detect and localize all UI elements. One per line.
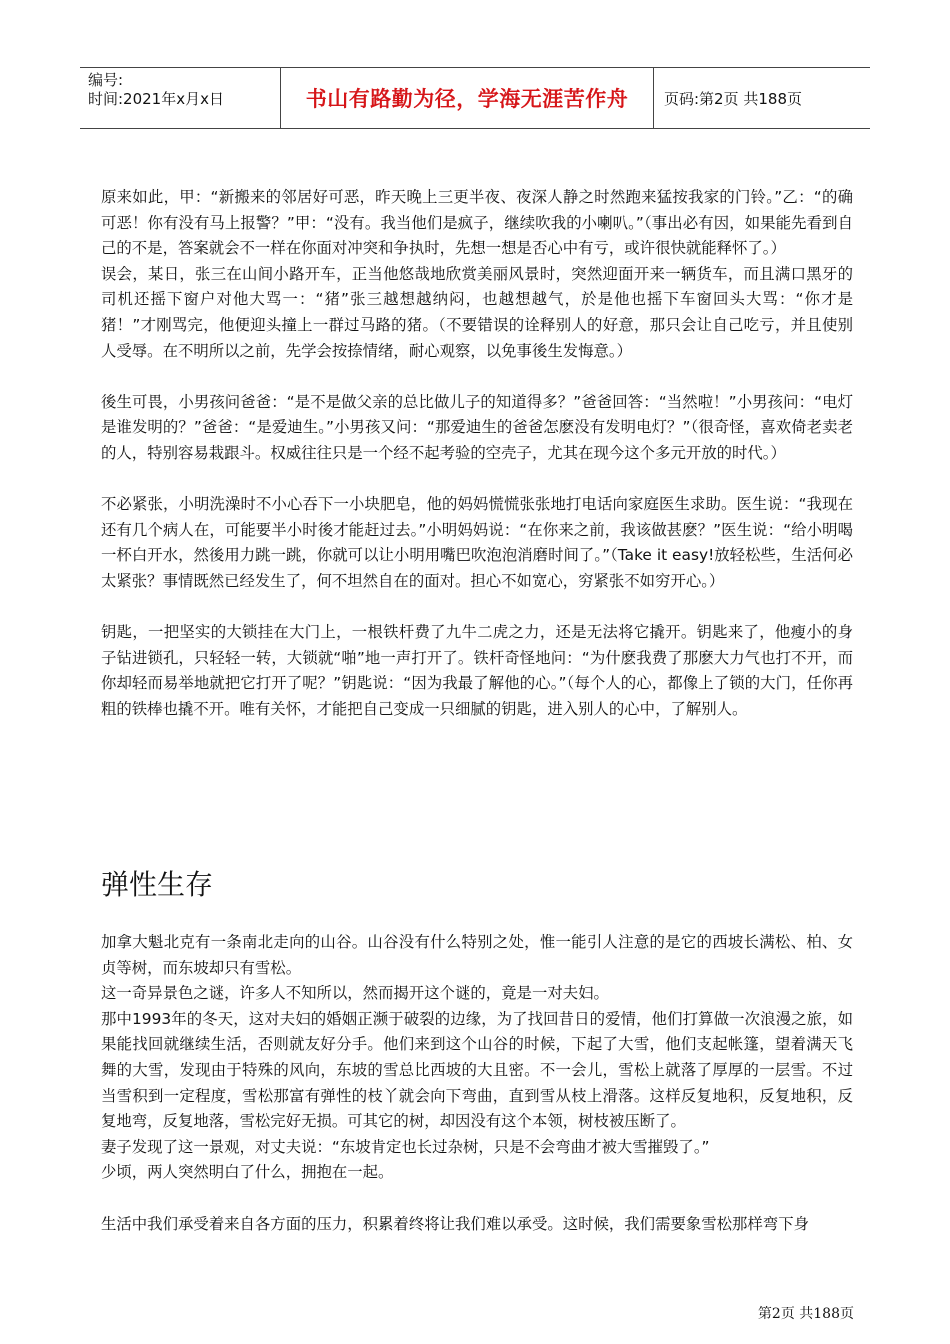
paragraph: 後生可畏，小男孩问爸爸：“是不是做父亲的总比做儿子的知道得多？”爸爸回答：“当然啦！”小男孩问：“电灯是谁发明的？”爸爸：“是爱迪生。”小男孩又问：“那爱迪生的爸爸怎麽没有发明电灯？”（很奇怪，喜欢倚老卖老的人，特别容易栽跟斗。权威往往只是一个经不起考验的空壳子，尤其在现今这个多元开放的时代。） xyxy=(101,392,853,462)
paragraph: 妻子发现了这一景观，对丈夫说：“东坡肯定也长过杂树，只是不会弯曲才被大雪摧毁了。” xyxy=(101,1137,710,1156)
paragraph: 这一奇异景色之谜，许多人不知所以，然而揭开这个谜的，竟是一对夫妇。 xyxy=(101,984,609,1003)
header-number: 编号: xyxy=(88,71,124,89)
paragraph: 钥匙，一把坚实的大锁挂在大门上，一根铁杆费了九牛二虎之力，还是无法将它撬开。钥匙来了，他瘦小的身子钻进锁孔，只轻轻一转，大锁就“啪”地一声打开了。铁杆奇怪地问：“为什麽我费了那麽大力气也打不开，而你却轻而易举地就把它打开了呢？”钥匙说：“因为我最了解他的心。”（每个人的心，都像上了锁的大门，任你再粗的铁棒也撬不开。唯有关怀，才能把自己变成一只细腻的钥匙，进入别人的心中，了解别人。 xyxy=(101,623,853,718)
header-page-number: 页码:第2页 共188页 xyxy=(664,89,802,108)
page-footer: 第2页 共188页 xyxy=(757,1306,854,1322)
section-stories xyxy=(101,185,853,722)
header-info xyxy=(88,71,288,109)
header-motto: 书山有路勤为径，学海无涯苦作舟 xyxy=(280,68,654,128)
paragraph: 少顷，两人突然明白了什么，拥抱在一起。 xyxy=(101,1163,394,1182)
paragraph: 不必紧张，小明洗澡时不小心吞下一小块肥皂，他的妈妈慌慌张张地打电话向家庭医生求助。医生说：“我现在还有几个病人在，可能要半小时後才能赶过去。”小明妈妈说：“在你来之前，我该做甚麽？”医生说：“给小明喝一杯白开水，然後用力跳一跳，你就可以让小明用嘴巴吹泡泡消磨时间了。”（Take it easy!放轻松些，生活何必太紧张？事情既然已经发生了，何不坦然自在的面对。担心不如宽心，穷紧张不如穷开心。） xyxy=(101,495,853,590)
paragraph: 误会，某日，张三在山间小路开车，正当他悠哉地欣赏美丽风景时，突然迎面开来一辆货车，而且满口黑牙的司机还摇下窗户对他大骂一：“猪”张三越想越纳闷，也越想越气，於是他也摇下车窗回头大骂：“你才是猪！”才刚骂完，他便迎头撞上一群过马路的猪。（不要错误的诠释别人的好意，那只会让自己吃亏，并且使别人受辱。在不明所以之前，先学会按捺情绪，耐心观察，以免事後生发悔意。） xyxy=(101,264,853,360)
paragraph: 加拿大魁北克有一条南北走向的山谷。山谷没有什么特别之处，惟一能引人注意的是它的西坡长满松、柏、女贞等树，而东坡却只有雪松。 xyxy=(101,933,853,977)
paragraph: 原来如此，甲：“新搬来的邻居好可恶，昨天晚上三更半夜、夜深人静之时然跑来猛按我家的门铃。”乙：“的确可恶！你有没有马上报警？”甲：“没有。我当他们是疯子，继续吹我的小喇叭。”（事出必有因，如果能先看到自己的不是，答案就会不一样在你面对冲突和争执时，先想一想是否心中有亏，或许很快就能释怀了。） xyxy=(101,188,853,258)
paragraph: 生活中我们承受着来自各方面的压力，积累着终将让我们难以承受。这时候，我们需要象雪松那样弯下身 xyxy=(101,1214,809,1233)
page-header xyxy=(80,67,870,129)
header-time: 时间:2021年x月x日 xyxy=(88,90,224,108)
section-elastic-survival xyxy=(101,930,853,1237)
paragraph: 那中1993年的冬天，这对夫妇的婚姻正濒于破裂的边缘，为了找回昔日的爱情，他们打算做一次浪漫之旅，如果能找回就继续生活，否则就友好分手。他们来到这个山谷的时候，下起了大雪，他们支起帐篷，望着满天飞舞的大雪，发现由于特殊的风向，东坡的雪总比西坡的大且密。不一会儿，雪松上就落了厚厚的一层雪。不过当雪积到一定程度，雪松那富有弹性的枝丫就会向下弯曲，直到雪从枝上滑落。这样反复地积，反复地积，反复地弯，反复地落，雪松完好无损。可其它的树，却因没有这个本领，树枝被压断了。 xyxy=(101,1009,853,1131)
section-heading: 弹性生存 xyxy=(101,868,214,902)
